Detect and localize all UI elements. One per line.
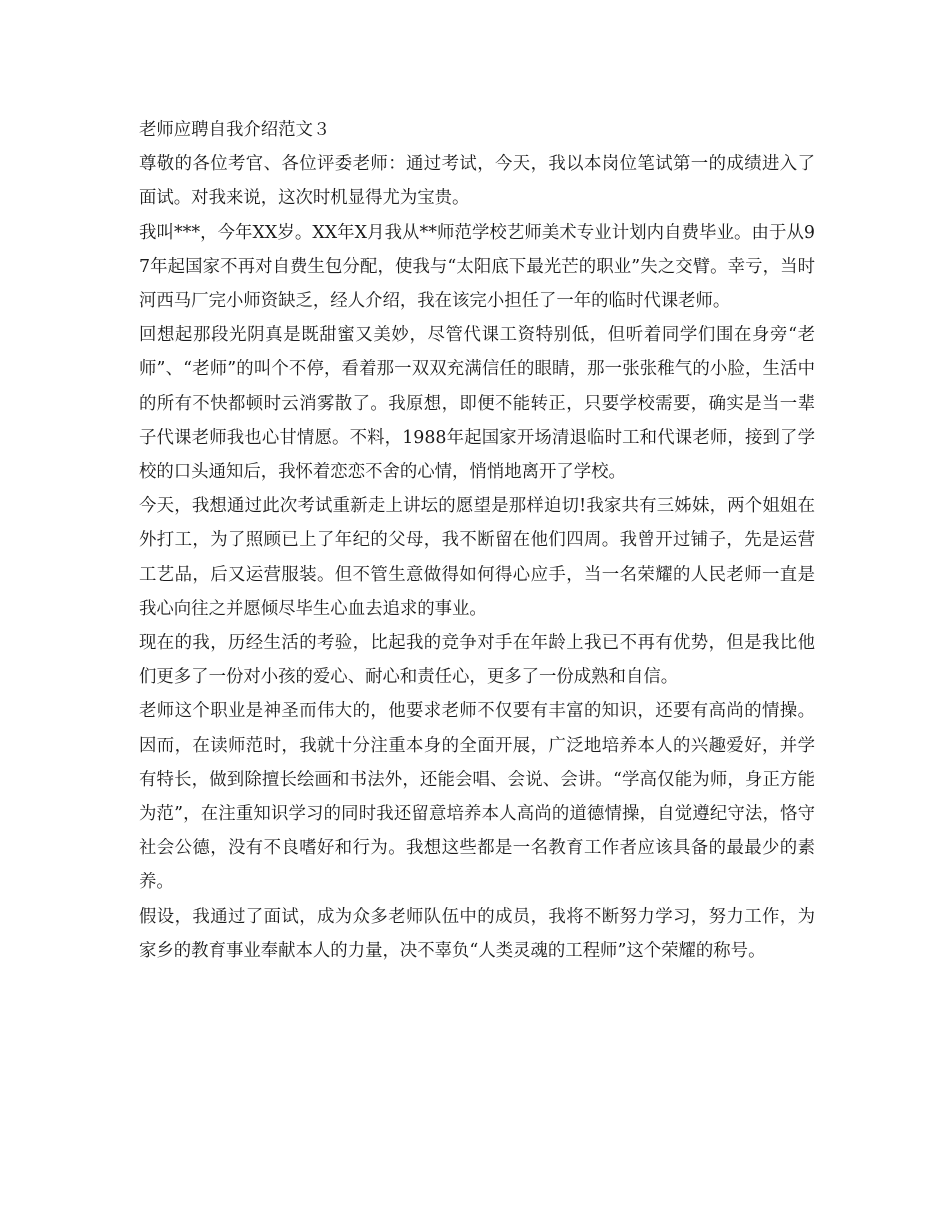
paragraph-strengths: 现在的我，历经生活的考验，比起我的竞争对手在年龄上我已不再有优势，但是我比他们更多了一份对小孩的爱心、耐心和责任心，更多了一份成熟和自信。	[139, 633, 815, 688]
paragraph-aspiration: 今天，我想通过此次考试重新走上讲坛的愿望是那样迫切!我家共有三姊妹，两个姐姐在外打工，为了照顾已上了年纪的父母，我不断留在他们四周。我曾开过铺子，先是运营工艺品，后又运营服装。但不管生意做得如何得心应手，当一名荣耀的人民老师一直是我心向往之并愿倾尽毕生心血去追求的事业。	[139, 496, 815, 619]
paragraph-memories: 回想起那段光阴真是既甜蜜又美妙，尽管代课工资特别低，但听着同学们围在身旁“老师”、“老师”的叫个不停，看着那一双双充满信任的眼睛，那一张张稚气的小脸，生活中的所有不快都顿时云消雾散了。我原想，即便不能转正，只要学校需要，确实是当一辈子代课老师我也心甘情愿。不料，1988年起国家开场清退临时工和代课老师，接到了学校的口头通知后，我怀着恋恋不舍的心情，悄悄地离开了学校。	[139, 325, 815, 483]
paragraph-profession: 老师这个职业是神圣而伟大的，他要求老师不仅要有丰富的知识，还要有高尚的情操。因而，在读师范时，我就十分注重本身的全面开展，广泛地培养本人的兴趣爱好，并学有特长，做到除擅长绘画和书法外，还能会唱、会说、会讲。“学高仅能为师，身正方能为范”，在注重知识学习的同时我还留意培养本人高尚的道德情操，自觉遵纪守法，恪守社会公德，没有不良嗜好和行为。我想这些都是一名教育工作者应该具备的最最少的素养。	[139, 701, 815, 893]
paragraph-conclusion: 假设，我通过了面试，成为众多老师队伍中的成员，我将不断努力学习，努力工作，为家乡的教育事业奉献本人的力量，决不辜负“人类灵魂的工程师”这个荣耀的称号。	[139, 906, 815, 961]
paragraph-background: 我叫***，今年XX岁。XX年X月我从**师范学校艺师美术专业计划内自费毕业。由于从97年起国家不再对自费生包分配，使我与“太阳底下最光芒的职业”失之交臂。幸亏，当时河西马厂完小师资缺乏，经人介绍，我在该完小担任了一年的临时代课老师。	[139, 222, 815, 312]
document-title: 老师应聘自我介绍范文３	[139, 120, 331, 140]
paragraph-greeting: 尊敬的各位考官、各位评委老师：通过考试，今天，我以本岗位笔试第一的成绩进入了面试。对我来说，这次时机显得尤为宝贵。	[139, 154, 815, 209]
document-page	[139, 113, 815, 968]
